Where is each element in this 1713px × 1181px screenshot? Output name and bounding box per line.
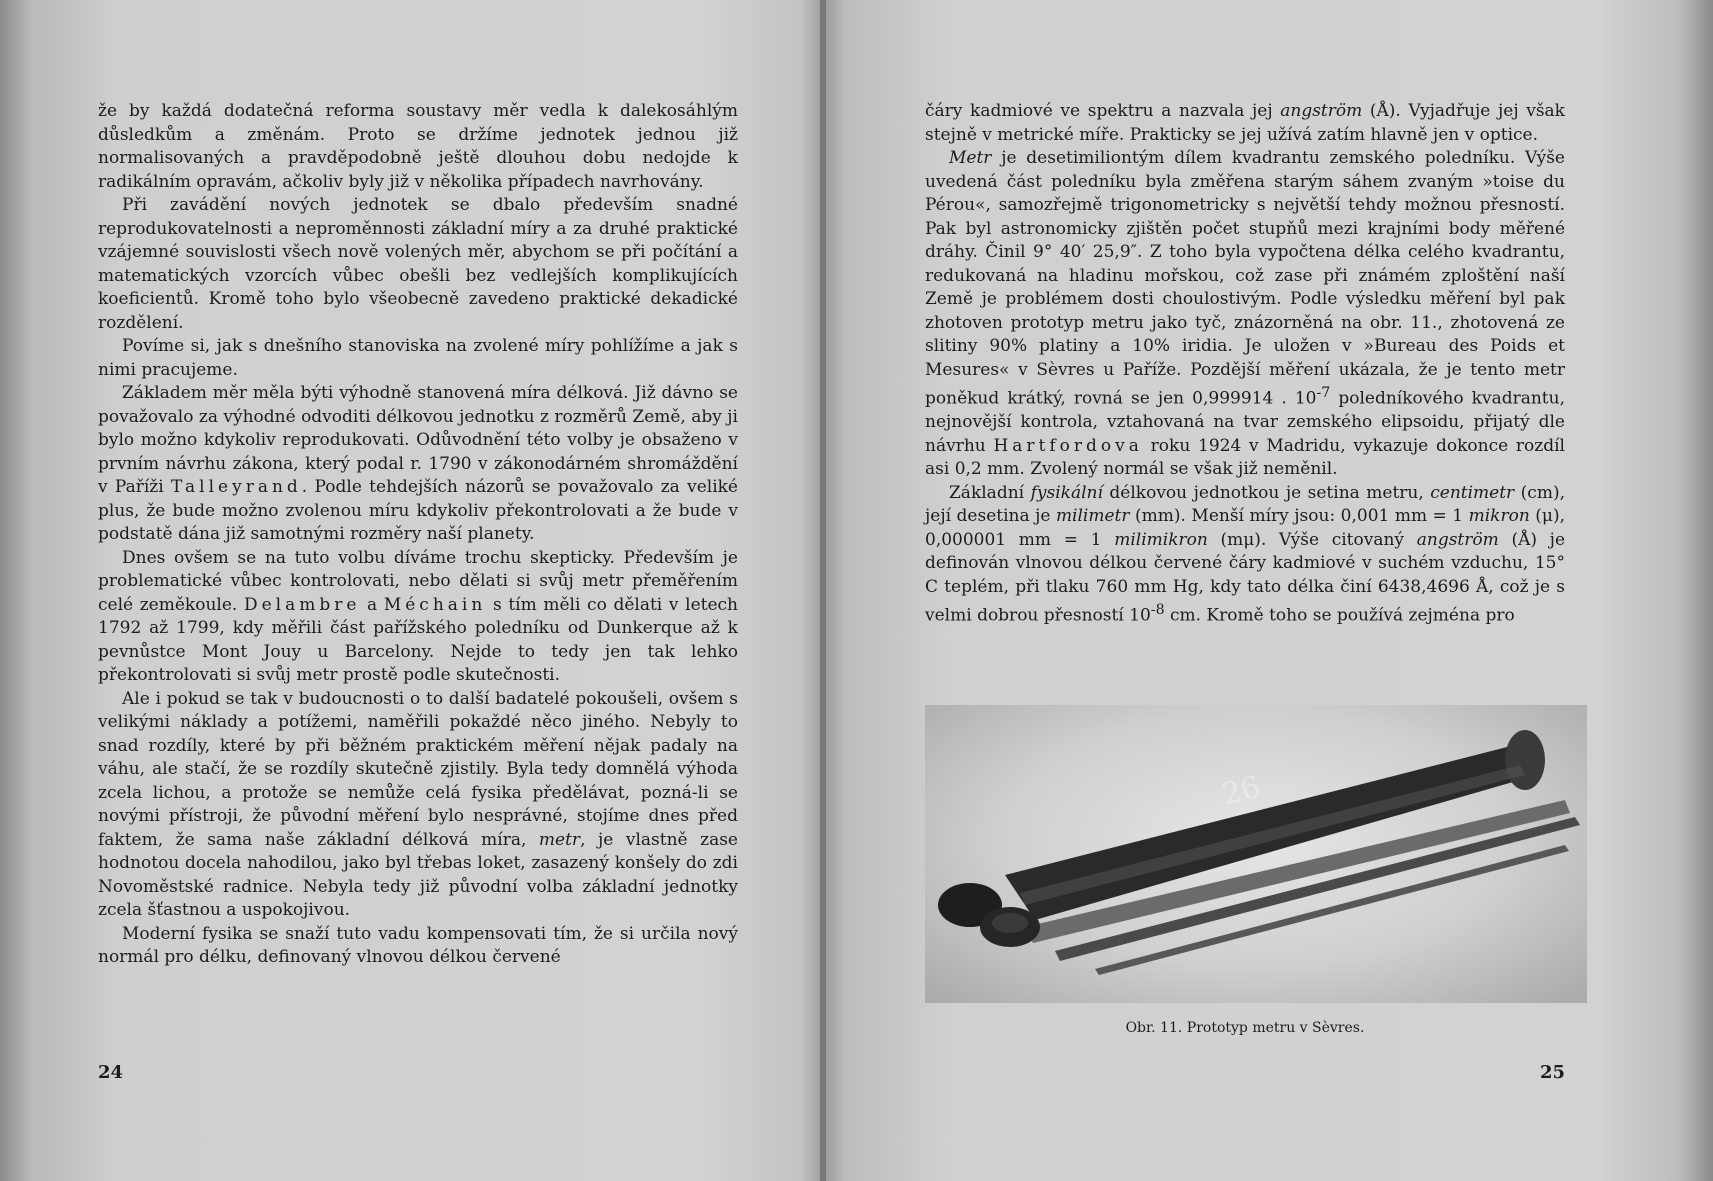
text-run: . Podle tehdejších názorů se považovalo za veliké plus, že bude možno zvolenou míru kdykoliv překontrolovati a že bude v podstatě dána již samotnými rozměry naší planety. xyxy=(98,477,738,544)
right-paragraph-1 xyxy=(925,100,1565,147)
text-run: Základní xyxy=(949,482,1031,503)
text-run: s tím měli co dělati v letech 1792 až 1799, kdy měřili část pařížského poledníku od Dunkerque až k pevnůstce Mont Jouy u Barcelony. Nejde to tedy jen tak lehko překontrolovati si svůj metr prostě podle skutečnosti. xyxy=(98,594,738,685)
left-paragraph-1: že by každá dodatečná reforma soustavy měr vedla k dalekosáhlým důsledkům a změnám. Proto se držíme jednotek jednou již normalisovaných a pravděpodobně ještě dlouhou dobu nedojde k radikálním opravám, ačkoliv byly již v několika případech navrhovány. xyxy=(98,101,738,192)
name-hartford: Hartfordova xyxy=(993,435,1143,456)
term-angstrom: angström xyxy=(1280,101,1363,121)
text-run: (cm), její desetina je xyxy=(925,482,1565,527)
right-paragraph-2 xyxy=(925,147,1565,482)
right-page xyxy=(925,100,1565,628)
term-milimetr: milimetr xyxy=(1055,506,1130,527)
figure-caption: Obr. 11. Prototyp metru v Sèvres. xyxy=(1125,1020,1365,1036)
name-delambre: Delambre xyxy=(243,594,361,615)
text-run: cm. Kromě toho se používá zejména pro xyxy=(1164,605,1515,626)
case-number-label: 26 xyxy=(1218,769,1264,813)
left-paragraph-2: Při zavádění nových jednotek se dbalo především snadné reprodukovatelnosti a neproměnnosti základní míry a za druhé praktické vzájemné souvislosti všech nově volených měr, abychom se při počítání a matematických vzorcích vůbec obešli bez vedlejších komplikujících koeficientů. Kromě toho bylo všeobecně zavedeno praktické dekadické rozdělení. xyxy=(98,195,738,333)
book-gutter xyxy=(820,0,826,1181)
text-run: čáry kadmiové ve spektru a nazvala jej xyxy=(925,101,1281,121)
text-run: roku 1924 v Madridu, vykazuje dokonce rozdíl asi 0,2 mm. Zvolený normál se však již neměnil. xyxy=(925,435,1565,480)
left-paragraph-6 xyxy=(98,688,738,923)
superscript: -8 xyxy=(1150,602,1165,619)
text-run: , je vlastně zase hodnotou docela nahodilou, jako byl třebas loket, zasazený konšely do zdi Novoměstské radnice. Nebyla tedy již původní volba základní jednotky zcela šťastnou a uspokojivou. xyxy=(98,829,738,920)
name-mechain: Méchain xyxy=(383,594,487,615)
left-paragraph-5 xyxy=(98,547,738,688)
term-metr: Metr xyxy=(949,148,992,168)
case-end-cap xyxy=(1505,730,1545,790)
page-number-right: 25 xyxy=(1540,1062,1566,1083)
term-centimetr: centimetr xyxy=(1430,482,1515,503)
left-paragraph-7: Moderní fysika se snaží tuto vadu kompensovati tím, že si určila nový normál pro délku, definovaný vlnovou délkou červené xyxy=(98,923,738,967)
right-paragraph-3 xyxy=(925,482,1565,629)
term-metr: metr xyxy=(538,829,581,850)
term-fysikalni: fysikální xyxy=(1030,482,1103,503)
page-number-left: 24 xyxy=(98,1062,124,1083)
left-paragraph-3: Povíme si, jak s dnešního stanoviska na zvolené míry pohlížíme a jak s nimi pracujeme. xyxy=(98,336,738,380)
meter-prototype-illustration xyxy=(925,705,1587,1003)
left-page xyxy=(98,100,738,970)
superscript: -7 xyxy=(1316,385,1331,401)
text-run: je desetimiliontým dílem kvadrantu zemského poledníku. Výše uvedená část poledníku byla změřena starým sáhem zvaným »toise du Pérou«, samozřejmě trigonometricky s největší tehdy možnou přesností. Pak byl astronomicky zjištěn počet stupňů mezi krajními body měřené dráhy. Činil 9° 40′ 25,9″. Z toho byla vypočtena délka celého kvadrantu, redukovaná na hladinu mořskou, což zase při známém zploštění naší Země je problémem dosti choulostivým. Podle výsledku měření byl pak zhotoven prototyp metru jako tyč, znázorněná na obr. 11., zhotovená ze slitiny 90% platiny a 10% iridia. Je uložen v »Bureau des Poids et Mesures« v Sèvres u Paříže. Pozdější měření ukázala, že je tento metr poněkud krátký, rovná se jen 0,999914 . 10 xyxy=(925,148,1565,409)
name-talleyrand: Talleyrand xyxy=(171,477,302,497)
text-run: délkovou jednotkou je setina metru, xyxy=(1102,482,1431,503)
text-run: (Å) je definován vlnovou délkou červené čáry kadmiové v suchém vzduchu, 15° C teplém, při tlaku 760 mm Hg, kdy tato délka činí 6438,4696 Å, což je s velmi dobrou přesností 10 xyxy=(925,529,1566,626)
text-run: Ale i pokud se tak v budoucnosti o to další badatelé pokoušeli, ovšem s velikými náklady a potížemi, naměřili pokaždé něco jiného. Nebyly to snad rozdíly, které by při běžném praktickém měření nějak padaly na váhu, ale stačí, že se rozdíly skutečně zjistily. Byla tedy domnělá výhoda zcela lichou, a protože se nemůže celá fysika předělávat, pozná-li se novými přístroji, že původní měření bylo nesprávné, stojíme dnes před faktem, že sama naše základní délková míra, xyxy=(98,688,738,850)
text-run: poledníkového kvadrantu, nejnovější kontrola, vztahovaná na tvar zemského elipsoidu, přijatý dle návrhu xyxy=(925,388,1565,456)
text-run: Základem měr měla býti výhodně stanovená míra délková. Již dávno se považovalo za výhodné odvoditi délkovou jednotku z rozměrů Země, aby ji bylo možno kdykoliv reprodukovati. Odůvodnění této volby je obsaženo v prvním návrhu zákona, který podal r. 1790 v zákonodárném shromáždění v Paříži xyxy=(98,383,738,497)
lid-2-top xyxy=(992,913,1028,933)
text-run: (μ), 0,000001 mm = 1 xyxy=(925,506,1565,550)
text-run: Dnes ovšem se na tuto volbu díváme trochu skepticky. Především je problematické vůbec kontrolovati, nebo dělati si svůj metr přeměřením celé zeměkoule. xyxy=(98,547,738,615)
term-angstrom: angström xyxy=(1416,529,1499,550)
term-milimikron: milimikron xyxy=(1114,529,1208,550)
figure-meter-prototype xyxy=(925,705,1587,1003)
text-run: (mm). Menší míry jsou: 0,001 mm = 1 xyxy=(1129,506,1469,527)
term-mikron: mikron xyxy=(1468,506,1530,527)
text-run: (mμ). Výše citovaný xyxy=(1207,529,1417,550)
text-run: (Å). Vyjadřuje jej však stejně v metrické míře. Prakticky se jej užívá zatím hlavně jen v optice. xyxy=(925,101,1565,145)
left-paragraph-4 xyxy=(98,382,738,547)
text-run: a xyxy=(360,594,384,615)
